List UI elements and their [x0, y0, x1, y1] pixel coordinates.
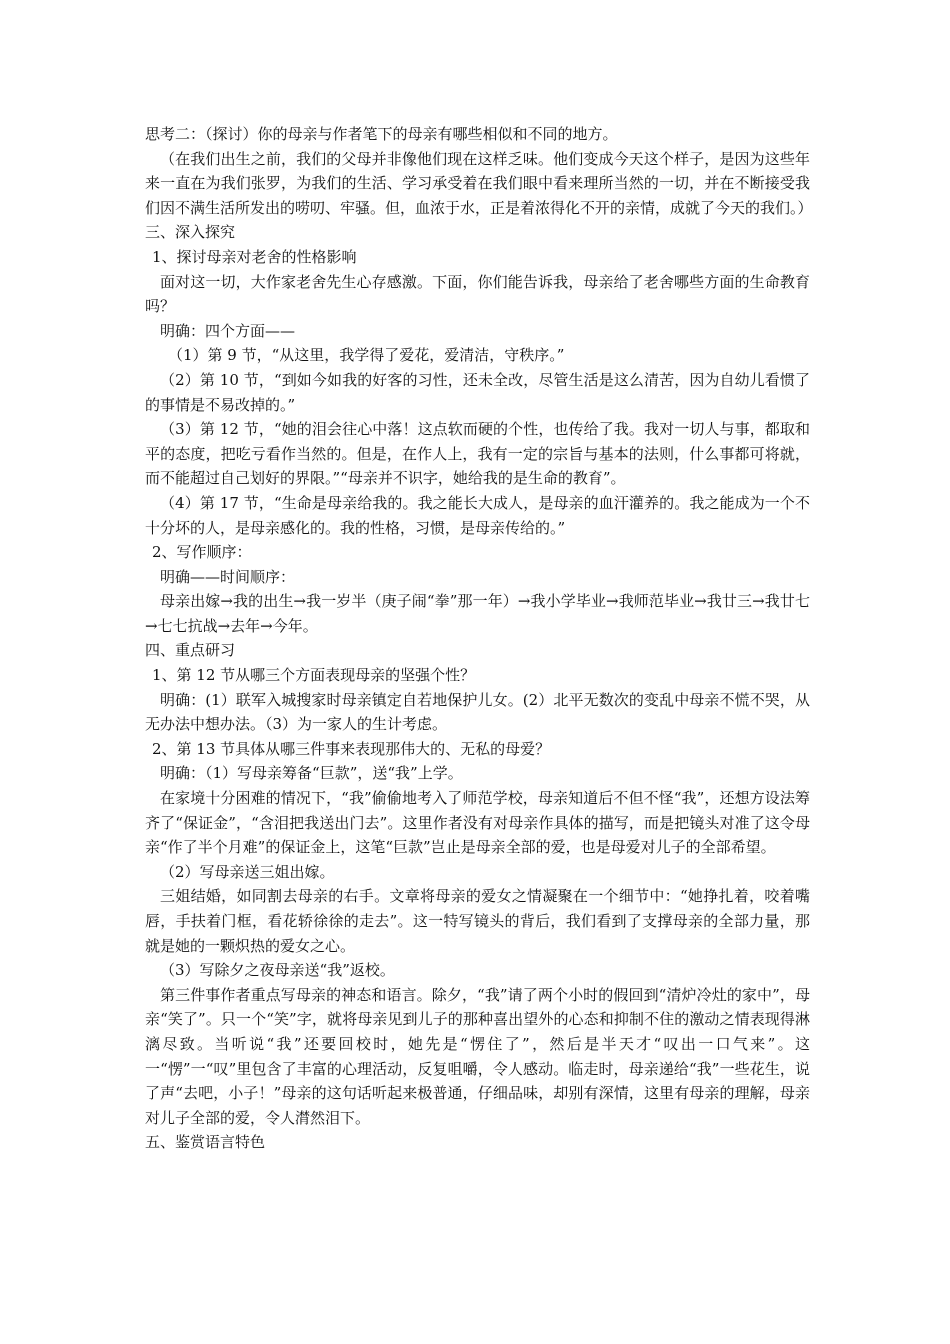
paragraph: （4）第 17 节，“生命是母亲给我的。我之能长大成人，是母亲的血汗灌养的。我之能成为一个不十分坏的人，是母亲感化的。我的性格，习惯，是母亲传给的。” — [145, 493, 810, 537]
paragraph: 明确：(1）联军入城搜家时母亲镇定自若地保护儿女。(2）北平无数次的变乱中母亲不慌不哭，从无办法中想办法。（3）为一家人的生计考虑。 — [145, 690, 810, 734]
paragraph: 三姐结婚，如同割去母亲的右手。文章将母亲的爱女之情凝聚在一个细节中：“她挣扎着，咬着嘴唇，手扶着门框，看花轿徐徐的走去”。这一特写镜头的背后，我们看到了支撑母亲的全部力量，那就是她的一颗炽热的爱女之心。 — [145, 887, 810, 955]
paragraph: 五、鉴赏语言特色 — [145, 1133, 266, 1152]
paragraph: （在我们出生之前，我们的父母并非像他们现在这样乏味。他们变成今天这个样子，是因为这些年来一直在为我们张罗，为我们的生活、学习承受着在我们眼中看来理所当然的一切，并在不断接受我们因不满生活所发出的唠叨、牢骚。但，血浓于水，正是着浓得化不开的亲情，成就了今天的我们。） — [145, 149, 813, 217]
paragraph: 面对这一切，大作家老舍先生心存感激。下面，你们能告诉我，母亲给了老舍哪些方面的生命教育吗？ — [145, 272, 810, 316]
paragraph: （1）第 9 节，“从这里，我学得了爱花，爱清洁，守秩序。” — [168, 346, 565, 365]
paragraph: 四、重点研习 — [145, 641, 236, 660]
paragraph: （3）写除夕之夜母亲送“我”返校。 — [160, 961, 395, 980]
paragraph: 明确：（1）写母亲筹备“巨款”，送“我”上学。 — [160, 764, 463, 783]
paragraph: 三、深入探究 — [145, 223, 236, 242]
paragraph: 2、第 13 节具体从哪三件事来表现那伟大的、无私的母爱？ — [152, 739, 551, 758]
paragraph: 2、写作顺序： — [152, 543, 252, 562]
paragraph: 母亲出嫁→我的出生→我一岁半（庚子闹“拳”那一年）→我小学毕业→我师范毕业→我廿三→我廿七→七七抗战→去年→今年。 — [145, 592, 810, 635]
paragraph: 明确——时间顺序： — [160, 567, 296, 586]
paragraph: 在家境十分困难的情况下，“我”偷偷地考入了师范学校，母亲知道后不但不怪“我”，还想方设法筹齐了“保证金”，“含泪把我送出门去”。这里作者没有对母亲作具体的描写，而是把镜头对准了这令母亲“作了半个月难”的保证金上，这笔“巨款”岂止是母亲全部的爱，也是母爱对儿子的全部希望。 — [145, 789, 810, 857]
paragraph: 明确：四个方面—— — [160, 321, 296, 340]
paragraph: 1、探讨母亲对老舍的性格影响 — [152, 247, 357, 266]
paragraph: 第三件事作者重点写母亲的神态和语言。除夕，“我”请了两个小时的假回到“清炉冷灶的家中”，母亲“笑了”。只一个“笑”字，就将母亲见到儿子的那种喜出望外的心态和抑制不住的激动之情表现得淋漓尽致。当听说“我”还要回校时，她先是“愣住了”，然后是半天才“叹出一口气来”。这一“愣”一“叹”里包含了丰富的心理活动，反复咀嚼，令人感动。临走时，母亲递给“我”一些花生，说了声“去吧，小子！”母亲的这句话听起来极普通，仔细品味，却别有深情，这里有母亲的理解，母亲对儿子全部的爱，令人潸然泪下。 — [145, 985, 810, 1127]
paragraph: （2）写母亲送三姐出嫁。 — [160, 862, 335, 881]
document-page — [145, 122, 813, 1155]
paragraph: （2）第 10 节，“到如今如我的好客的习性，还未全改，尽管生活是这么清苦，因为自幼儿看惯了的事情是不易改掉的。” — [145, 370, 810, 414]
paragraph: （3）第 12 节，“她的泪会往心中落！这点软而硬的个性，也传给了我。我对一切人与事，都取和平的态度，把吃亏看作当然的。但是，在作人上，我有一定的宗旨与基本的法则，什么事都可将就，而不能超过自己划好的界限。”“母亲并不识字，她给我的是生命的教育”。 — [145, 420, 810, 488]
paragraph: 1、第 12 节从哪三个方面表现母亲的坚强个性？ — [152, 666, 476, 685]
paragraph: 思考二：（探讨）你的母亲与作者笔下的母亲有哪些相似和不同的地方。 — [145, 125, 618, 143]
